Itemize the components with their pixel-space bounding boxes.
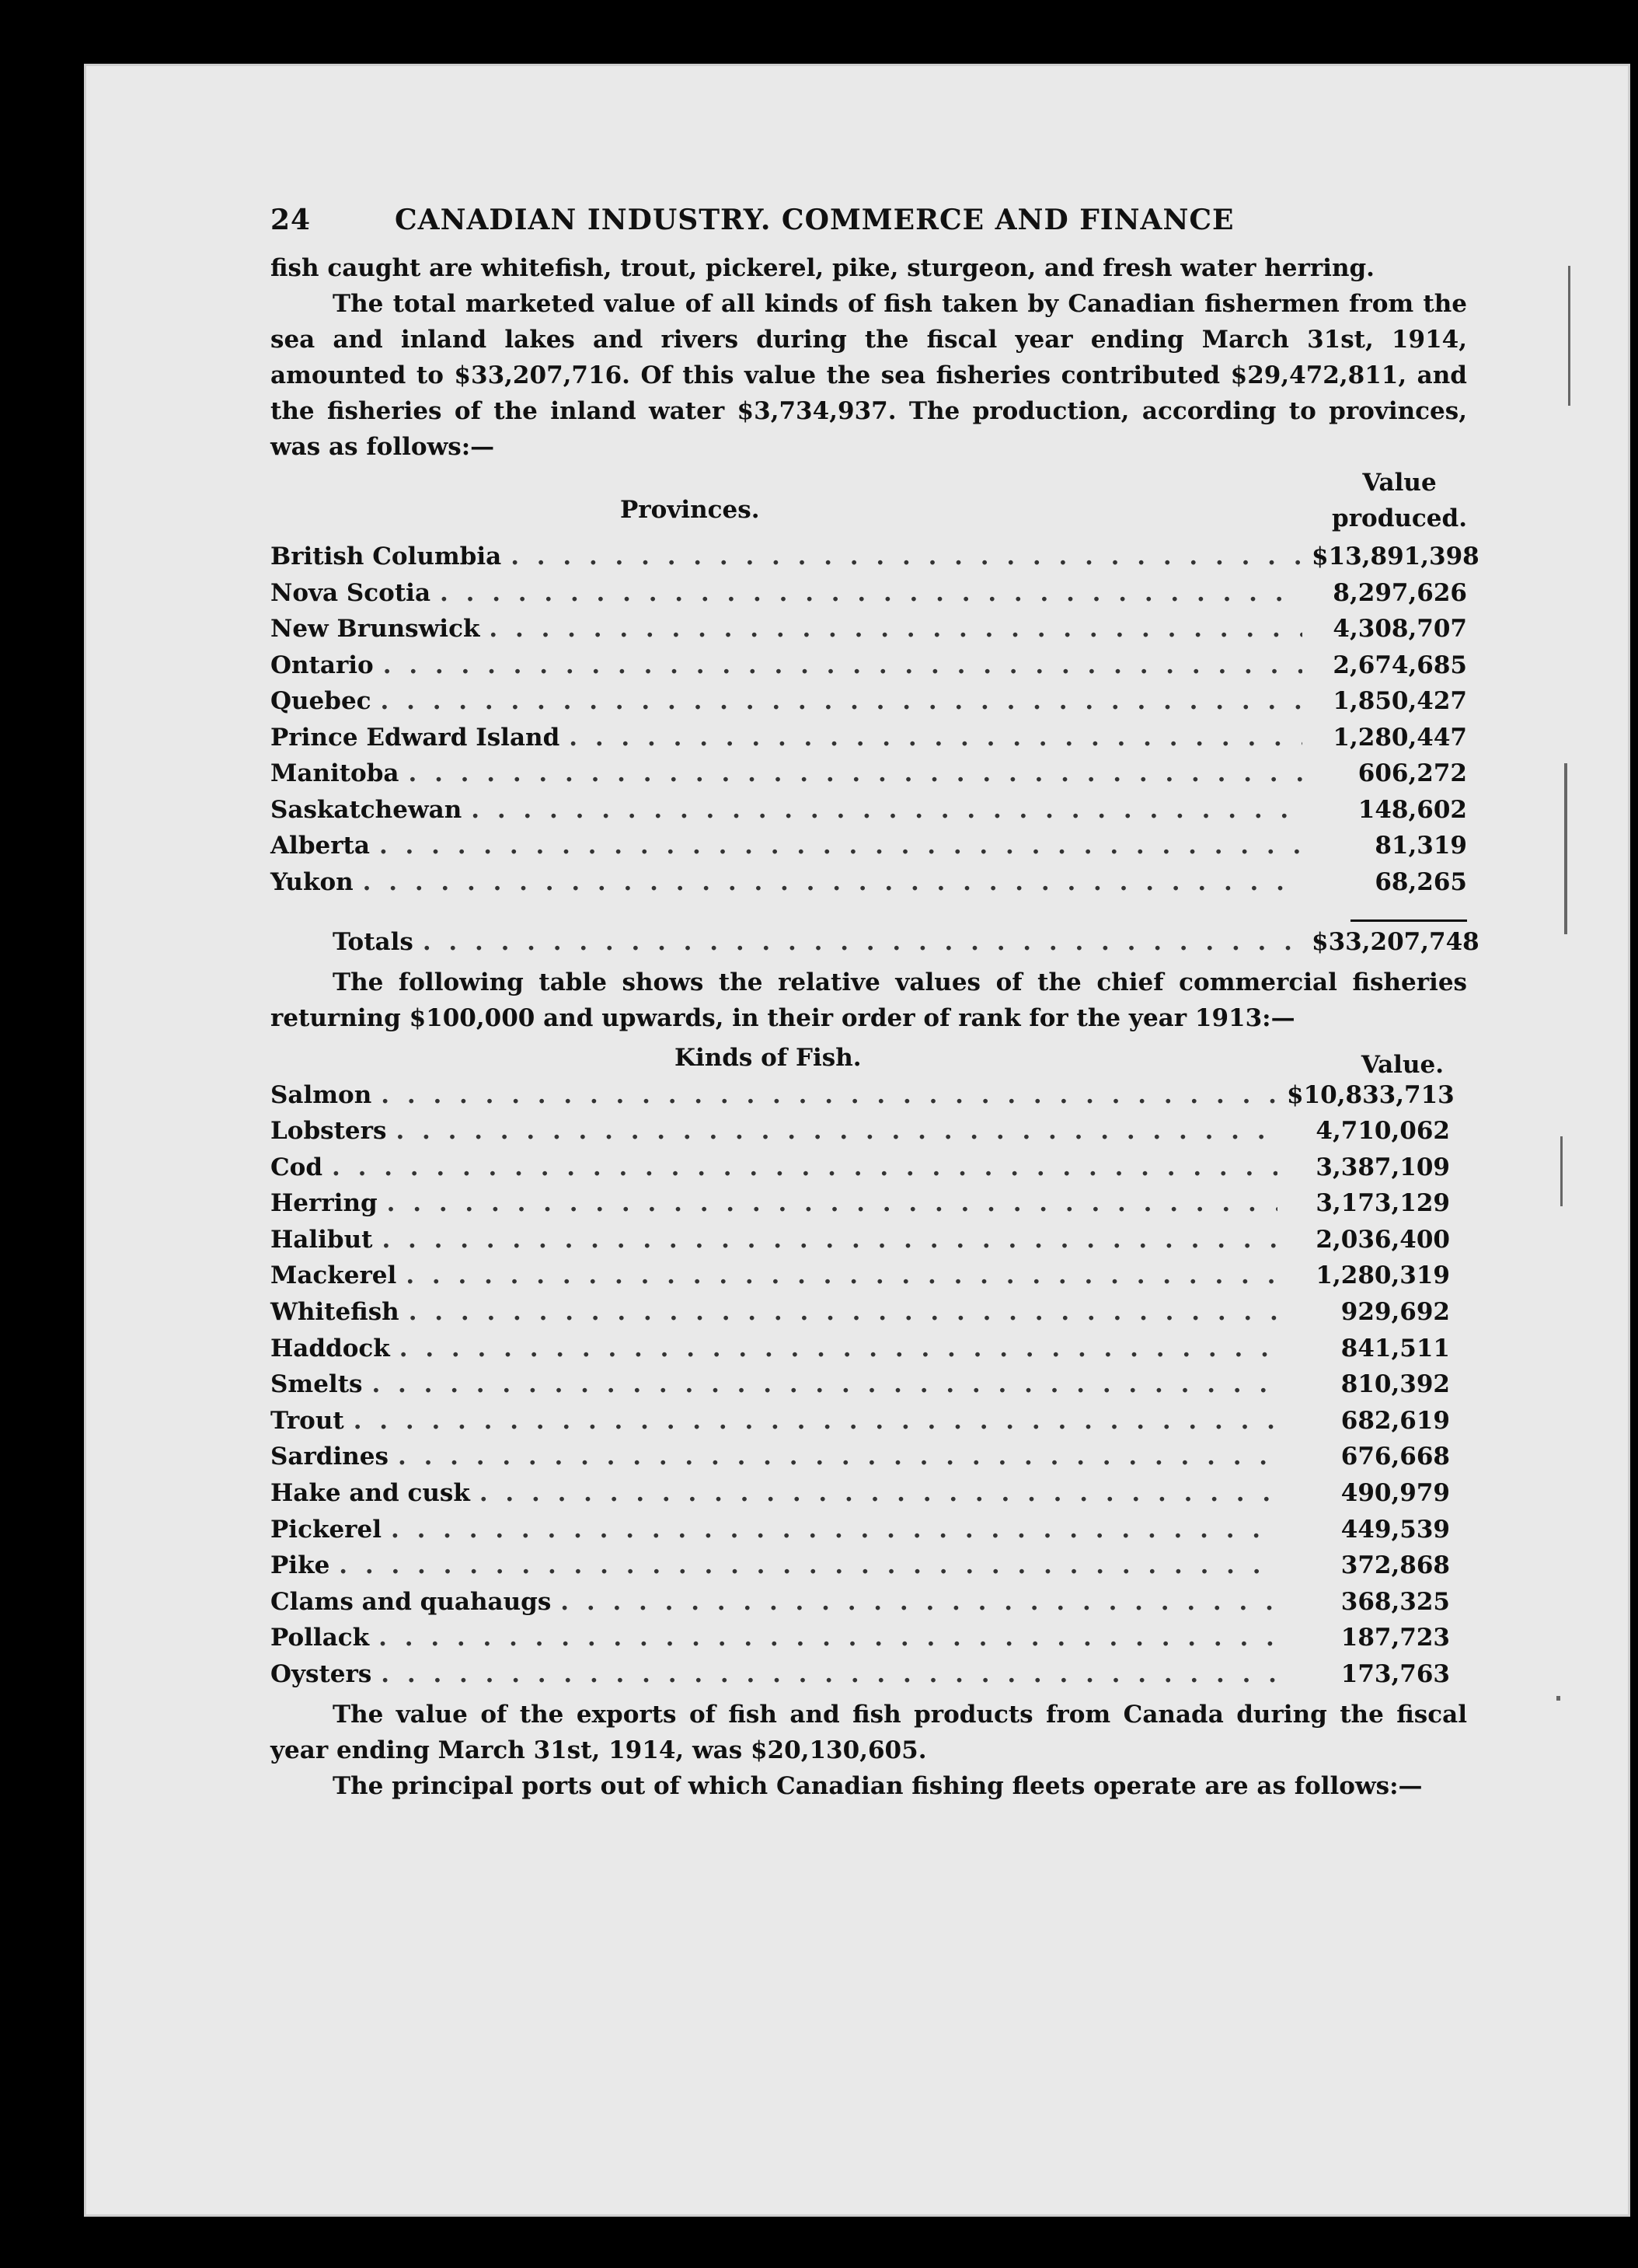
table-row [270, 1261, 1467, 1298]
province-value: 81,319 [1375, 832, 1467, 860]
paragraph-exports: The value of the exports of fish and fish products from Canada during the fiscal year ending March 31st, 1914, was $20,130,605. [270, 1700, 1467, 1764]
fish-name: Hake and cusk [270, 1479, 470, 1508]
table-row [270, 1117, 1467, 1153]
table-row [270, 1081, 1467, 1118]
fish-value: 187,723 [1340, 1624, 1450, 1652]
province-name: Quebec [270, 687, 371, 715]
fish-value: 682,619 [1340, 1406, 1450, 1435]
fish-name: Salmon [270, 1080, 372, 1109]
fish-name: Smelts [270, 1370, 363, 1399]
fish-name: Pollack [270, 1624, 370, 1652]
fish-value: 173,763 [1340, 1660, 1450, 1688]
fish-value: 3,387,109 [1316, 1153, 1450, 1181]
table-row [270, 1370, 1467, 1407]
leader-dots [354, 1407, 1277, 1435]
value-produced-heading [1332, 465, 1467, 536]
leader-dots [399, 1335, 1277, 1363]
table-row [270, 1624, 1467, 1660]
table-row [270, 1551, 1467, 1588]
fish-value: 372,868 [1340, 1551, 1450, 1580]
fish-value: 841,511 [1340, 1334, 1450, 1363]
leader-dots [387, 1189, 1277, 1217]
fish-table [270, 1081, 1467, 1697]
value-heading-line1: Value [1362, 469, 1437, 497]
leader-dots [479, 1479, 1277, 1507]
province-name: Saskatchewan [270, 795, 462, 824]
province-value: 1,280,447 [1333, 723, 1467, 752]
province-value: $13,891,398 [1312, 543, 1479, 570]
table-row [270, 1153, 1467, 1190]
running-header [270, 204, 1467, 250]
leader-dots [406, 1261, 1277, 1289]
fish-value: 676,668 [1340, 1443, 1450, 1471]
leader-dots [489, 615, 1302, 643]
leader-dots [332, 1153, 1277, 1181]
value-heading: Value. [1361, 1050, 1444, 1079]
province-name: Ontario [270, 651, 374, 679]
leader-dots [382, 1226, 1277, 1254]
leader-dots [423, 928, 1302, 956]
leader-dots [339, 1551, 1277, 1579]
paragraph-ports: The principal ports out of which Canadian fishing fleets operate are as follows:— [333, 1771, 1423, 1800]
totals-row [270, 928, 1479, 965]
table-row [270, 1443, 1467, 1479]
paragraph-fish-caught: fish caught are whitefish, trout, pickerel, pike, sturgeon, and fresh water herring. [270, 254, 1375, 282]
fish-name: Trout [270, 1406, 344, 1435]
province-name: Yukon [270, 867, 354, 896]
leader-dots [569, 724, 1302, 752]
leader-dots [440, 579, 1302, 607]
table-row [270, 1588, 1467, 1624]
provinces-column-heading: Provinces. [620, 496, 760, 524]
province-value: 1,850,427 [1333, 687, 1467, 715]
provinces-table-header [270, 465, 1467, 543]
value-heading-line2: produced. [1332, 504, 1467, 532]
fish-value: 449,539 [1340, 1515, 1450, 1544]
fish-name: Sardines [270, 1443, 389, 1471]
totals-value: $33,207,748 [1312, 928, 1479, 956]
leader-dots [408, 759, 1302, 787]
fish-name: Halibut [270, 1225, 373, 1254]
scanned-page [84, 64, 1630, 2217]
province-name: Alberta [270, 832, 370, 860]
fish-value: 929,692 [1340, 1298, 1450, 1327]
table-row [270, 615, 1467, 651]
table-row [270, 579, 1467, 616]
province-value: 606,272 [1357, 759, 1467, 787]
table-row [270, 796, 1467, 832]
page-content [270, 204, 1479, 1804]
fish-name: Pickerel [270, 1515, 382, 1544]
fish-table-header [270, 1036, 1467, 1081]
leader-dots [511, 543, 1302, 570]
fish-value: 490,979 [1340, 1479, 1450, 1508]
fish-name: Herring [270, 1189, 378, 1218]
leader-dots [396, 1117, 1277, 1145]
fish-value: 1,280,319 [1316, 1261, 1450, 1290]
totals-rule [1350, 919, 1467, 922]
fish-name: Whitefish [270, 1298, 399, 1327]
fish-value: 368,325 [1340, 1587, 1450, 1616]
table-row [270, 687, 1467, 724]
table-row [270, 1516, 1467, 1552]
scan-mark [1560, 1136, 1563, 1206]
fish-name: Oysters [270, 1660, 372, 1688]
leader-dots [379, 832, 1302, 860]
paragraph-total-value: The total marketed value of all kinds of fish taken by Canadian fishermen from the sea and inland lakes and rivers during the fiscal year ending March 31st, 1914, amounted to $33,207,716. Of this value the sea fisheries contributed $29,472,811, and the fisheries of the inland water $3,734,937. The production, according to provinces, was as follows:— [270, 290, 1467, 461]
province-name: Nova Scotia [270, 578, 431, 607]
province-value: 68,265 [1375, 867, 1467, 896]
fish-value: $10,833,713 [1287, 1080, 1455, 1109]
kinds-of-fish-heading: Kinds of Fish. [674, 1043, 862, 1072]
fish-value: 3,173,129 [1316, 1189, 1450, 1218]
leader-dots [560, 1588, 1277, 1616]
scan-mark [1568, 266, 1570, 406]
fish-value: 4,710,062 [1316, 1117, 1450, 1146]
table-row [270, 868, 1467, 905]
table-row [270, 1407, 1467, 1443]
table-row [270, 724, 1467, 760]
page-number: 24 [270, 204, 312, 236]
table-row [270, 759, 1467, 796]
leader-dots [371, 1370, 1277, 1398]
fish-value: 810,392 [1340, 1370, 1450, 1399]
table-row [270, 1660, 1467, 1697]
fish-name: Lobsters [270, 1117, 387, 1146]
leader-dots [383, 651, 1302, 679]
fish-name: Pike [270, 1551, 330, 1580]
table-row [270, 651, 1467, 688]
table-row [270, 543, 1479, 579]
leader-dots [409, 1298, 1277, 1326]
provinces-table [270, 543, 1479, 904]
leader-dots [381, 1660, 1277, 1688]
table-row [270, 1226, 1467, 1262]
table-row [270, 832, 1467, 868]
leader-dots [363, 868, 1302, 896]
table-row [270, 1335, 1467, 1371]
leader-dots [398, 1443, 1277, 1471]
table-row [270, 1479, 1467, 1516]
province-value: 148,602 [1357, 795, 1467, 824]
fish-value: 2,036,400 [1316, 1225, 1450, 1254]
province-value: 8,297,626 [1333, 578, 1467, 607]
fish-name: Clams and quahaugs [270, 1587, 552, 1616]
scan-mark [1556, 1696, 1560, 1701]
leader-dots [391, 1516, 1277, 1544]
province-name: Manitoba [270, 759, 399, 787]
fish-name: Mackerel [270, 1261, 397, 1290]
province-value: 2,674,685 [1333, 651, 1467, 679]
totals-label: Totals [333, 928, 413, 956]
running-title: CANADIAN INDUSTRY. COMMERCE AND FINANCE [395, 204, 1235, 236]
table-row [270, 1298, 1467, 1335]
scan-mark [1564, 763, 1567, 934]
leader-dots [471, 796, 1302, 824]
leader-dots [378, 1624, 1277, 1652]
leader-dots [381, 687, 1302, 715]
province-name: Prince Edward Island [270, 723, 560, 752]
fish-name: Haddock [270, 1334, 390, 1363]
leader-dots [381, 1081, 1277, 1109]
fish-name: Cod [270, 1153, 323, 1181]
paragraph-relative-values: The following table shows the relative values of the chief commercial fisheries returning $100,000 and upwards, in their order of rank for the year 1913:— [270, 968, 1467, 1032]
province-name: New Brunswick [270, 615, 480, 643]
table-row [270, 1189, 1467, 1226]
province-name: British Columbia [270, 543, 502, 570]
province-value: 4,308,707 [1333, 615, 1467, 643]
